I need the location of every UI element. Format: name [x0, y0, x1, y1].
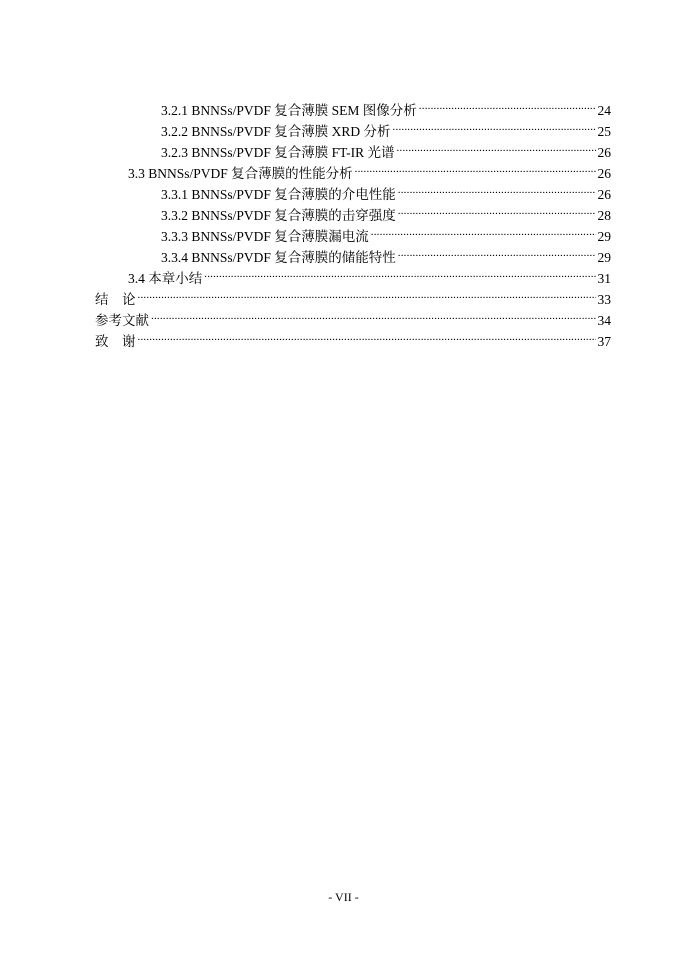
page-number: - VII -	[328, 890, 359, 904]
toc-entry-title: 参考文献	[95, 313, 149, 328]
toc-dot-leader	[204, 262, 595, 283]
toc-dot-leader	[393, 115, 596, 136]
toc-dot-leader	[138, 283, 596, 304]
toc-entry-title: 3.2.2 BNNSs/PVDF 复合薄膜 XRD 分析	[161, 124, 391, 139]
toc-entry-page: 31	[597, 271, 611, 286]
toc-dot-leader	[355, 157, 596, 178]
toc-entry-title: 结 论	[95, 292, 136, 307]
toc-entry-page: 29	[597, 229, 611, 244]
toc-entry-page: 34	[597, 313, 611, 328]
toc-entry-page: 26	[597, 145, 611, 160]
toc-entry-page: 26	[597, 187, 611, 202]
toc-entry-title: 3.3 BNNSs/PVDF 复合薄膜的性能分析	[128, 166, 353, 181]
toc-dot-leader	[371, 220, 596, 241]
toc-entry-title: 3.3.1 BNNSs/PVDF 复合薄膜的介电性能	[161, 187, 396, 202]
toc-dot-leader	[151, 304, 596, 325]
toc-entry-page: 24	[597, 103, 611, 118]
toc-dot-leader	[419, 94, 596, 115]
toc-entry-title: 3.3.4 BNNSs/PVDF 复合薄膜的储能特性	[161, 250, 396, 265]
toc-entry-acknowledgements[interactable]	[95, 325, 611, 349]
toc-entry-3-2-1[interactable]	[161, 94, 611, 118]
toc-dot-leader	[397, 136, 596, 157]
toc-entry-title: 致 谢	[95, 334, 136, 349]
toc-entry-title: 3.2.3 BNNSs/PVDF 复合薄膜 FT-IR 光谱	[161, 145, 395, 160]
toc-entry-3-3-4[interactable]	[161, 241, 611, 265]
toc-entry-3-2-3[interactable]	[161, 136, 611, 160]
toc-entry-3-3-3[interactable]	[161, 220, 611, 244]
toc-dot-leader	[398, 178, 596, 199]
toc-entry-page: 25	[597, 124, 611, 139]
toc-dot-leader	[398, 241, 596, 262]
toc-entry-page: 28	[597, 208, 611, 223]
toc-entry-page: 37	[597, 334, 611, 349]
toc-entry-3-3[interactable]	[128, 157, 611, 181]
toc-entry-page: 33	[597, 292, 611, 307]
toc-entry-3-3-1[interactable]	[161, 178, 611, 202]
toc-entry-title: 3.2.1 BNNSs/PVDF 复合薄膜 SEM 图像分析	[161, 103, 417, 118]
toc-dot-leader	[398, 199, 596, 220]
toc-entry-references[interactable]	[95, 304, 611, 328]
toc-entry-3-2-2[interactable]	[161, 115, 611, 139]
toc-entry-title: 3.3.3 BNNSs/PVDF 复合薄膜漏电流	[161, 229, 369, 244]
toc-entry-3-3-2[interactable]	[161, 199, 611, 223]
toc-entry-conclusion[interactable]	[95, 283, 611, 307]
toc-entry-page: 26	[597, 166, 611, 181]
toc-entry-3-4[interactable]	[128, 262, 611, 286]
toc-dot-leader	[138, 325, 596, 346]
toc-entry-page: 29	[597, 250, 611, 265]
toc-entry-title: 3.4 本章小结	[128, 271, 203, 286]
toc-entry-title: 3.3.2 BNNSs/PVDF 复合薄膜的击穿强度	[161, 208, 396, 223]
